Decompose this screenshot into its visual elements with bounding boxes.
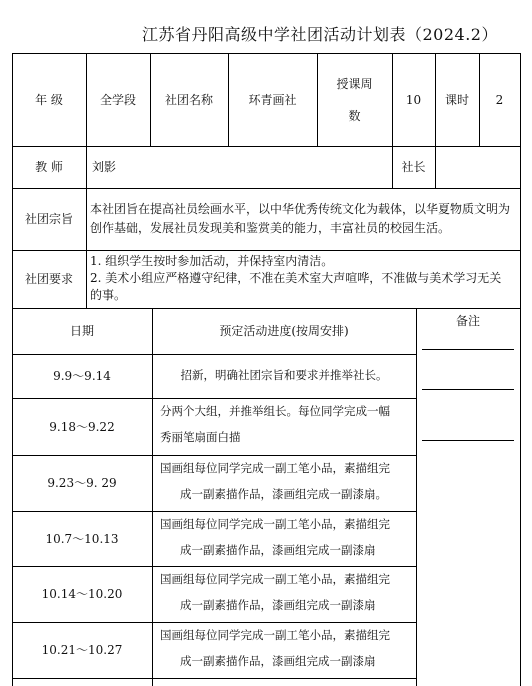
rule	[86, 188, 87, 308]
grade-value: 全学段	[99, 92, 136, 107]
club-name-value: 环青画社	[248, 92, 297, 107]
rule	[416, 308, 417, 686]
weeks-value: 10	[405, 92, 422, 107]
schedule-date: 9.9～9.14	[53, 369, 111, 383]
progress-line: 成一副素描作品，漆画组完成一副漆扇。	[180, 487, 387, 501]
teacher-value: 刘影	[92, 160, 117, 174]
progress-line: 国画组每位同学完成一副工笔小品，素描组完	[160, 628, 390, 642]
hours-value: 2	[495, 92, 504, 107]
requirement-line: 的事。	[90, 288, 127, 302]
schedule-date: 10.7～10.13	[45, 531, 119, 546]
schedule-date: 9.18～9.22	[49, 419, 115, 434]
weeks-label	[317, 53, 392, 146]
purpose-line: 本社团旨在提高社员绘画水平，以中华优秀传统文化为载体，以华夏物质文明为	[90, 202, 511, 216]
schedule-progress	[152, 398, 416, 455]
progress-line: 秀丽笔扇面白描	[160, 430, 241, 444]
page-title: 江苏省丹阳高级中学社团活动计划表（2024.2）	[142, 25, 498, 44]
schedule-progress	[152, 622, 416, 678]
remark-line	[422, 349, 514, 350]
requirements-text	[90, 253, 518, 304]
header-remark: 备注	[455, 314, 480, 328]
remark-line	[422, 389, 514, 390]
schedule-progress	[152, 566, 416, 622]
purpose-line: 创作基础，发展社员发现美和鉴赏美的能力，丰富社员的校园生活。	[90, 221, 451, 235]
president-value	[435, 146, 520, 188]
header-progress: 预定活动进度(按周安排)	[219, 324, 349, 338]
remark-line	[422, 440, 514, 441]
requirement-line: 2. 美术小组应严格遵守纪律，不准在美术室大声喧哗，不准做与美术学习无关	[90, 271, 502, 285]
schedule-progress	[152, 354, 416, 398]
rule	[12, 678, 416, 679]
header-date: 日期	[69, 324, 94, 338]
schedule-progress	[152, 455, 416, 511]
progress-line: 国画组每位同学完成一副工笔小品，素描组完	[160, 572, 390, 586]
progress-line: 分两个大组，并推举组长。每位同学完成一幅	[160, 404, 390, 418]
progress-line: 招新，明确社团宗旨和要求并推举社长。	[180, 368, 388, 383]
schedule-date: 10.21～10.27	[41, 643, 123, 657]
progress-line: 国画组每位同学完成一副工笔小品，素描组完	[160, 461, 390, 475]
weeks-label-line2: 数	[348, 108, 361, 123]
requirement-line: 1. 组织学生按时参加活动，并保持室内清洁。	[90, 254, 334, 268]
progress-line: 成一副素描作品，漆画组完成一副漆扇	[180, 543, 376, 557]
schedule-progress	[152, 511, 416, 566]
progress-line: 成一副素描作品，漆画组完成一副漆扇	[180, 654, 376, 668]
requirements-label: 社团要求	[24, 272, 73, 286]
grade-label: 年 级	[35, 92, 63, 107]
schedule-date: 10.14～10.20	[41, 587, 123, 601]
rule	[12, 188, 520, 189]
progress-line: 成一副素描作品，漆画组完成一副漆扇	[180, 598, 376, 612]
president-label: 社长	[401, 160, 426, 174]
teacher-label: 教 师	[35, 160, 63, 174]
purpose-label: 社团宗旨	[24, 212, 73, 226]
hours-label: 课时	[444, 92, 469, 107]
rule	[520, 53, 521, 686]
progress-line: 国画组每位同学完成一副工笔小品，素描组完	[160, 517, 390, 531]
club-name-label: 社团名称	[164, 92, 213, 107]
purpose-text	[90, 200, 518, 238]
weeks-label-line1: 授课周	[336, 76, 373, 91]
schedule-date: 9.23～9. 29	[47, 476, 117, 490]
rule	[12, 250, 520, 251]
